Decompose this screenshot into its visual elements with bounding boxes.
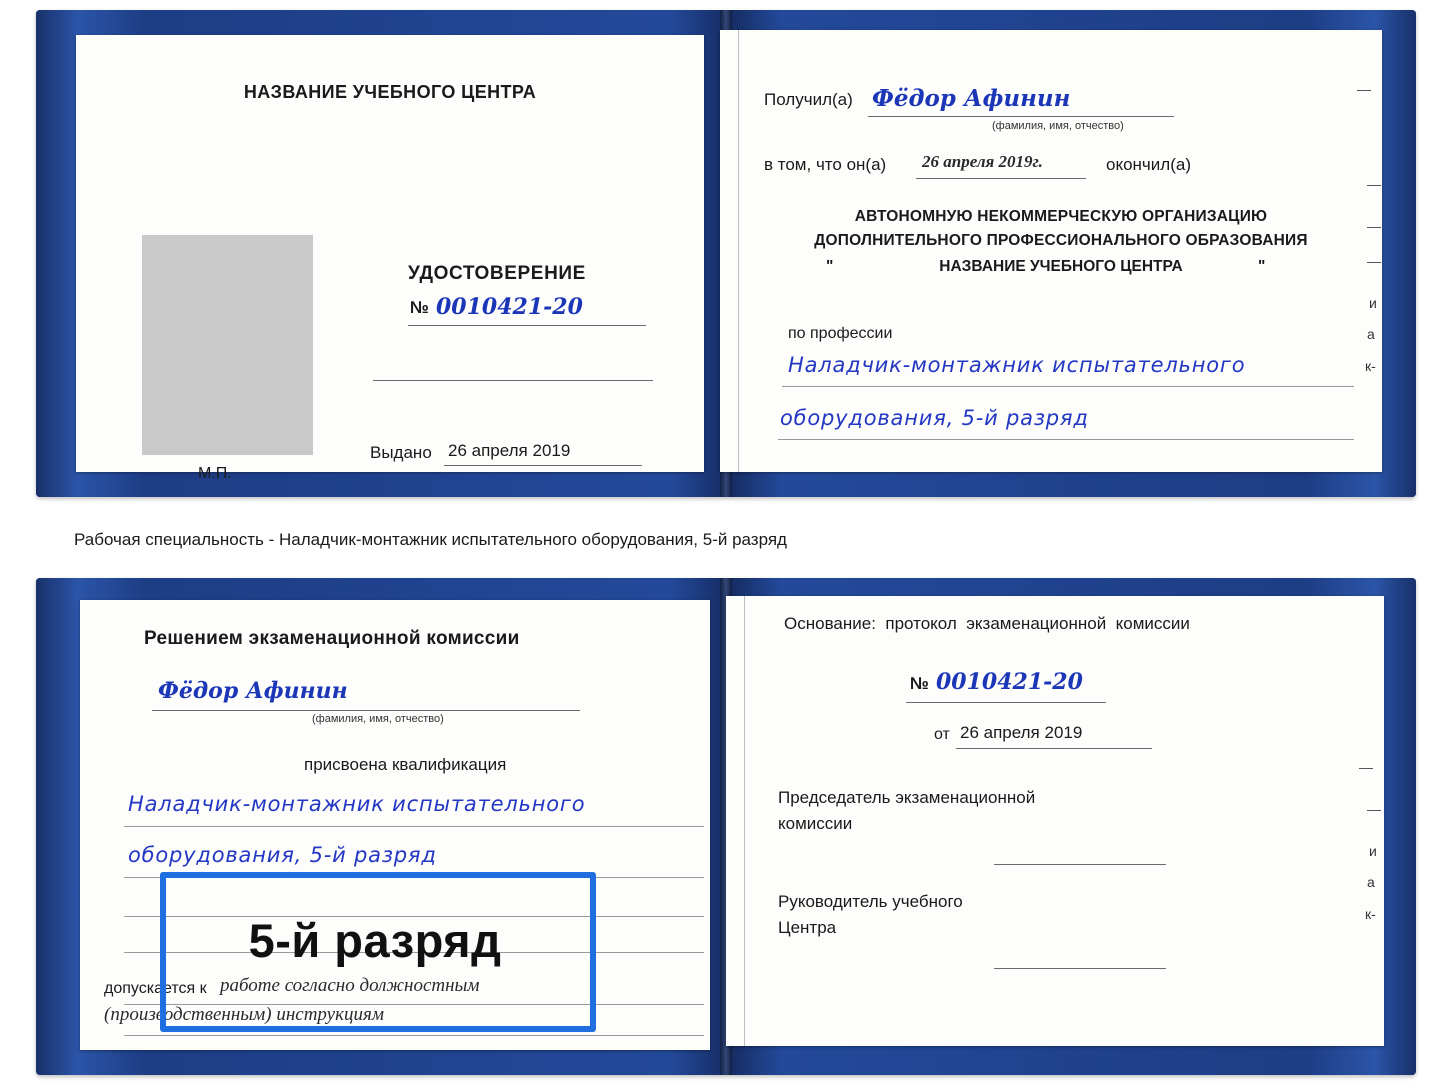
quote-close: " xyxy=(1258,258,1266,275)
training-center-title: НАЗВАНИЕ УЧЕБНОГО ЦЕНТРА xyxy=(243,82,537,102)
chairman-label-line-2: комиссии xyxy=(778,814,853,833)
edge-dash-2 xyxy=(1367,185,1381,186)
quote-open: " xyxy=(826,258,834,275)
stamp-label: М.П. xyxy=(198,465,232,482)
chairman-signature-line xyxy=(994,864,1166,865)
holder-name-underline xyxy=(152,710,580,711)
photo-placeholder xyxy=(142,235,313,455)
allowed-value-line-1: работе согласно должностным xyxy=(220,975,480,996)
number-underline xyxy=(408,325,646,326)
head-label-line-2: Центра xyxy=(778,918,837,937)
allowed-rule-2 xyxy=(124,1035,704,1036)
allowed-label: допускается к xyxy=(104,980,207,997)
profession-label: по профессии xyxy=(788,325,893,342)
head-label-line-1: Руководитель учебного xyxy=(778,892,963,911)
edge-dash-b2 xyxy=(1367,810,1381,811)
issued-date-value: 26 апреля 2019 xyxy=(448,441,571,460)
edge-fragment-3: к- xyxy=(1365,358,1376,374)
holder-name-value: Фёдор Афинин xyxy=(158,678,348,704)
edge-dash-b1 xyxy=(1359,768,1373,769)
highlight-label: 5-й разряд xyxy=(248,914,502,967)
commission-decision-heading: Решением экзаменационной комиссии xyxy=(144,628,520,649)
protocol-number-symbol: № xyxy=(910,674,929,693)
org-line-2: ДОПОЛНИТЕЛЬНОГО ПРОФЕССИОНАЛЬНОГО ОБРАЗОВАНИЯ xyxy=(814,232,1308,249)
number-symbol: № xyxy=(410,298,429,317)
page-fold-line-bottom xyxy=(744,596,745,1046)
caption-text: Рабочая специальность - Наладчик-монтажник испытательного оборудования, 5-й разряд xyxy=(74,530,787,549)
finished-label: окончил(а) xyxy=(1106,155,1191,174)
blank-line-1 xyxy=(373,380,653,381)
completion-date-value: 26 апреля 2019г. xyxy=(922,152,1043,171)
fio-hint-bottom: (фамилия, имя, отчество) xyxy=(312,713,444,725)
head-signature-line xyxy=(994,968,1166,969)
from-date-value: 26 апреля 2019 xyxy=(960,723,1083,742)
document-type-title: УДОСТОВЕРЕНИЕ xyxy=(408,263,586,284)
protocol-number-value: 0010421-20 xyxy=(936,669,1083,695)
allowed-value-line-2: (производственным) инструкциям xyxy=(104,1004,384,1025)
edge-fragment-b3: к- xyxy=(1365,906,1376,922)
qual-rule-1 xyxy=(124,826,704,827)
that-label: в том, что он(а) xyxy=(764,155,887,174)
chairman-label-line-1: Председатель экзаменационной xyxy=(778,788,1036,807)
protocol-number-underline xyxy=(906,702,1106,703)
page-fold-line-top xyxy=(738,30,739,472)
edge-fragment-2: а xyxy=(1367,326,1375,342)
bottom-right-page xyxy=(726,596,1384,1046)
qualification-value-line-1: Наладчик-монтажник испытательного xyxy=(128,792,586,816)
from-date-underline xyxy=(956,748,1152,749)
edge-dash-3 xyxy=(1367,227,1381,228)
recipient-underline xyxy=(868,116,1174,117)
basis-label: Основание: протокол экзаменационной комиссии xyxy=(784,614,1190,633)
issued-label: Выдано xyxy=(370,443,432,462)
edge-fragment-b2: а xyxy=(1367,874,1375,890)
completion-date-underline xyxy=(916,178,1086,179)
top-left-page xyxy=(76,35,704,482)
edge-dash-4 xyxy=(1367,262,1381,263)
profession-value-line-1: Наладчик-монтажник испытательного xyxy=(788,353,1246,377)
certificate-number-value: 0010421-20 xyxy=(436,294,583,320)
top-right-page xyxy=(720,30,1382,472)
org-line-1: АВТОНОМНУЮ НЕКОММЕРЧЕСКУЮ ОРГАНИЗАЦИЮ xyxy=(854,208,1268,225)
edge-fragment-1: и xyxy=(1369,295,1377,311)
received-label: Получил(а) xyxy=(764,90,853,109)
certificate-booklet-top xyxy=(36,10,1416,497)
org-name: НАЗВАНИЕ УЧЕБНОГО ЦЕНТРА xyxy=(939,258,1183,275)
profession-rule-1 xyxy=(782,386,1354,387)
edge-dash-1 xyxy=(1357,90,1371,91)
qualification-label: присвоена квалификация xyxy=(304,755,507,774)
qualification-value-line-2: оборудования, 5-й разряд xyxy=(128,843,437,867)
recipient-name-value: Фёдор Афинин xyxy=(872,85,1071,112)
from-label: от xyxy=(934,726,950,743)
issued-underline xyxy=(444,465,642,466)
profession-rule-2 xyxy=(778,439,1354,440)
fio-hint: (фамилия, имя, отчество) xyxy=(992,120,1124,132)
edge-fragment-b1: и xyxy=(1369,843,1377,859)
profession-value-line-2: оборудования, 5-й разряд xyxy=(780,406,1089,430)
